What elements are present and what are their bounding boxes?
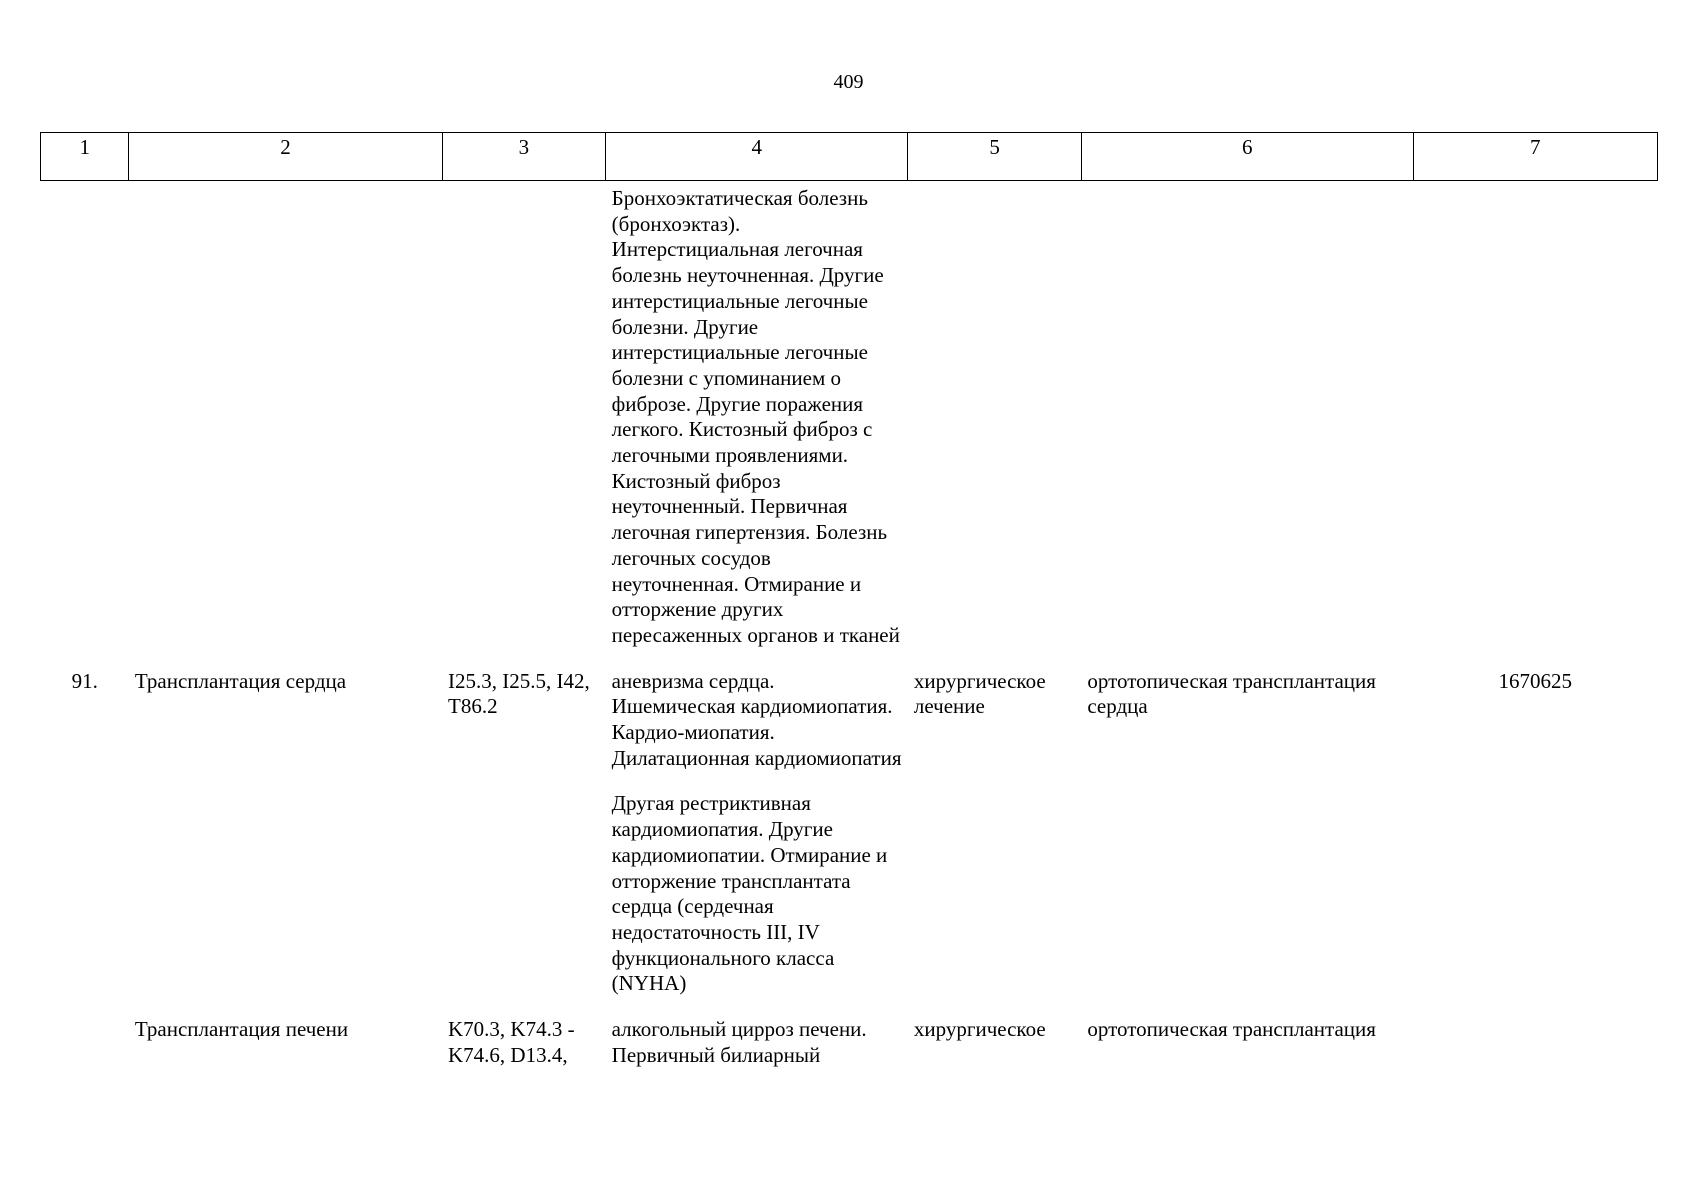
icd-codes: I25.3, I25.5, I42, T86.2 <box>448 668 590 719</box>
diagnosis-text: Бронхоэктатическая болезнь (бронхоэктаз). Интерстициальная легочная болезнь неуточненная. Другие интерстициальные легочные болезни. Другие интерстициальные легочные болезни с упоминанием о фиброзе. Другие поражения легкого. Кистозный фиброз с легочными проявлениями. Кистозный фиброз неуточненный. Первичная легочная гипертензия. Болезнь легочных сосудов неуточненная. Отмирание и отторжение других пересаженных органов и тканей <box>611 186 900 647</box>
column-header-4: 4 <box>606 133 908 181</box>
column-header-6: 6 <box>1081 133 1413 181</box>
medical-care-table <box>40 132 1658 1069</box>
icd-codes <box>442 181 606 669</box>
treatment-type: хирургическое <box>913 1017 1046 1042</box>
price <box>1413 1017 1657 1068</box>
column-header-1: 1 <box>41 133 129 181</box>
icd-codes: K70.3, K74.3 - K74.6, D13.4, <box>448 1017 575 1067</box>
price: 1670625 <box>1498 668 1573 693</box>
treatment-method: ортотопическая трансплантация сердца <box>1087 668 1376 719</box>
table-row <box>41 669 1658 1017</box>
page-number: 409 <box>833 71 864 93</box>
treatment-type <box>908 181 1081 669</box>
procedure-name: Трансплантация сердца <box>134 668 347 693</box>
diagnosis-cell <box>606 1017 908 1068</box>
column-header-7: 7 <box>1413 133 1657 181</box>
treatment-type: хирургическое лечение <box>913 668 1046 719</box>
treatment-method <box>1081 181 1413 669</box>
diagnosis-text: аневризма сердца. Ишемическая кардиомиопатия. Кардио-миопатия. Дилатационная кардиомиопатия <box>611 668 902 770</box>
column-header-5: 5 <box>908 133 1081 181</box>
diagnosis-cell <box>606 181 908 669</box>
table-row <box>41 1017 1658 1068</box>
column-header-2: 2 <box>129 133 442 181</box>
diagnosis-text: Другая рестриктивная кардиомиопатия. Другие кардиомиопатии. Отмирание и отторжение трансплантата сердца (сердечная недостаточность III, IV функционального класса (NYHA) <box>611 791 888 996</box>
header-row <box>41 133 1658 181</box>
row-number <box>41 181 129 669</box>
diagnosis-text: алкогольный цирроз печени. Первичный билиарный <box>611 1017 867 1067</box>
diagnosis-cell <box>606 669 908 1017</box>
procedure-name <box>129 181 442 669</box>
column-header-3: 3 <box>442 133 606 181</box>
table-row <box>41 181 1658 669</box>
treatment-method: ортотопическая трансплантация <box>1087 1017 1376 1042</box>
row-number <box>41 1017 129 1068</box>
price <box>1413 181 1657 669</box>
procedure-name: Трансплантация печени <box>134 1017 349 1042</box>
row-number: 91. <box>71 668 98 693</box>
